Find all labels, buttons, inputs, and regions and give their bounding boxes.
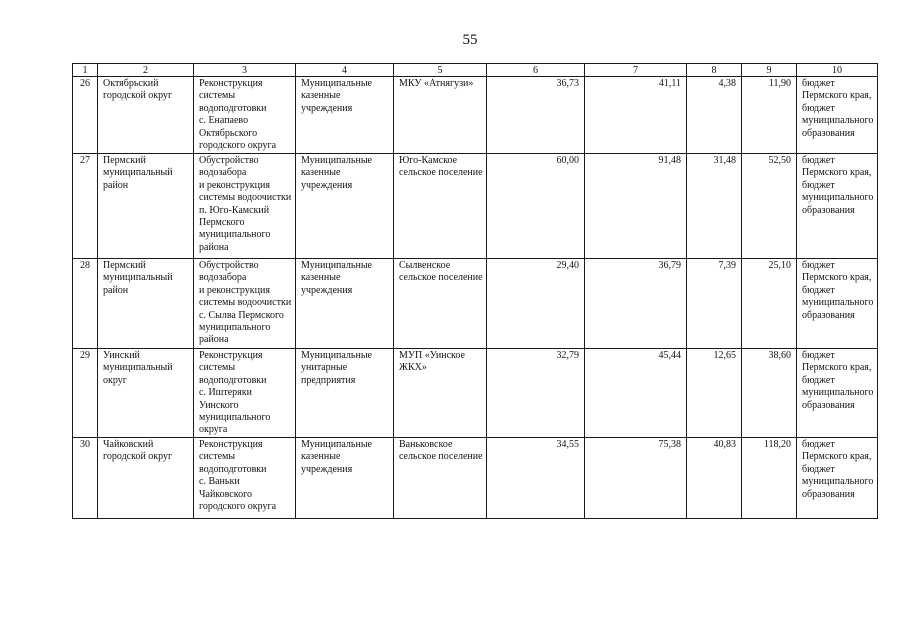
cell-line: образования (802, 204, 855, 216)
cell-line: Реконструкция (199, 350, 263, 361)
cell-line: 29 (80, 350, 90, 361)
cell-line: Пермский (103, 260, 146, 271)
cell-line: муниципального (802, 387, 874, 399)
cell-line: образования (802, 309, 855, 321)
cell-value-column-9 (742, 349, 797, 438)
cell-organization-form (296, 438, 394, 519)
cell-operator (394, 154, 487, 259)
cell-row-number (73, 438, 98, 519)
cell-object (194, 154, 296, 259)
cell-territory (98, 259, 194, 349)
cell-line: 30 (80, 439, 90, 450)
table-row (73, 77, 878, 154)
cell-line: бюджет (802, 179, 835, 191)
cell-line: Муниципальные (301, 350, 372, 361)
cell-line: системы водоочистки (199, 297, 292, 309)
cell-line: водоподготовки (199, 102, 267, 114)
header-cell-5: 5 (394, 64, 487, 77)
cell-line: образования (802, 488, 855, 500)
cell-value-column-7 (585, 77, 687, 154)
cell-organization-form (296, 349, 394, 438)
header-cell-4: 4 (296, 64, 394, 77)
cell-line: Юго-Камское (399, 155, 458, 166)
cell-line: муниципальный (103, 167, 173, 179)
cell-line: 7,39 (718, 260, 736, 271)
cell-line: водоподготовки (199, 374, 267, 386)
cell-line: Обустройство (199, 155, 259, 166)
cell-value-column-6 (487, 349, 585, 438)
cell-line: и реконструкция (199, 179, 270, 191)
cell-line: 11,90 (768, 78, 791, 89)
cell-territory (98, 438, 194, 519)
cell-line: учреждения (301, 179, 353, 191)
cell-value-column-7 (585, 438, 687, 519)
header-cell-1: 1 (73, 64, 98, 77)
cell-value-column-8 (687, 259, 742, 349)
cell-line: 45,44 (658, 350, 681, 361)
cell-funding-source (797, 77, 878, 154)
cell-line: унитарные (301, 362, 348, 374)
cell-territory (98, 77, 194, 154)
cell-value-column-8 (687, 154, 742, 259)
cell-line: 29,40 (556, 260, 579, 271)
cell-line: 36,73 (556, 78, 579, 89)
cell-line: 25,10 (768, 260, 791, 271)
cell-line: муниципального (199, 412, 271, 424)
cell-line: городского округа (199, 501, 277, 513)
cell-line: Муниципальные (301, 78, 372, 89)
cell-organization-form (296, 77, 394, 154)
cell-organization-form (296, 154, 394, 259)
cell-value-column-8 (687, 349, 742, 438)
cell-line: бюджет (802, 350, 835, 361)
cell-line: Реконструкция (199, 439, 263, 450)
cell-line: Муниципальные (301, 439, 372, 450)
cell-line: Уинского (199, 399, 239, 411)
cell-line: 4,38 (718, 78, 736, 89)
cell-line: 28 (80, 260, 90, 271)
cell-line: 12,65 (713, 350, 736, 361)
cell-line: муниципального (802, 115, 874, 127)
cell-object (194, 259, 296, 349)
cell-line: казенные (301, 90, 341, 102)
cell-line: учреждения (301, 102, 353, 114)
cell-line: Чайковский (103, 439, 154, 450)
cell-value-column-9 (742, 77, 797, 154)
cell-line: Уинский (103, 350, 140, 361)
cell-line: и реконструкция (199, 284, 270, 296)
cell-funding-source (797, 154, 878, 259)
cell-line: район (103, 179, 129, 191)
cell-line: учреждения (301, 463, 353, 475)
cell-line: системы водоочистки (199, 192, 292, 204)
cell-line: 118,20 (763, 439, 791, 450)
cell-line: казенные (301, 167, 341, 179)
table-row (73, 154, 878, 259)
cell-value-column-6 (487, 438, 585, 519)
header-cell-2: 2 (98, 64, 194, 77)
cell-line: 75,38 (658, 439, 681, 450)
cell-line: системы (199, 362, 236, 374)
cell-line: Пермский (103, 155, 146, 166)
cell-line: городской округ (103, 90, 173, 102)
cell-line: 32,79 (556, 350, 579, 361)
cell-row-number (73, 77, 98, 154)
cell-line: образования (802, 399, 855, 411)
cell-line: казенные (301, 451, 341, 463)
cell-line: 26 (80, 78, 90, 89)
cell-value-column-6 (487, 259, 585, 349)
cell-line: муниципального (802, 476, 874, 488)
header-cell-6: 6 (487, 64, 585, 77)
cell-line: бюджет (802, 260, 835, 271)
cell-row-number (73, 349, 98, 438)
cell-line: с. Ваньки (199, 476, 240, 488)
cell-value-column-8 (687, 77, 742, 154)
cell-line: городского округа (199, 140, 277, 152)
cell-line: Муниципальные (301, 155, 372, 166)
cell-line: системы (199, 90, 236, 102)
header-cell-3: 3 (194, 64, 296, 77)
cell-line: Пермского (199, 217, 245, 229)
cell-line: городской округ (103, 451, 173, 463)
cell-line: Муниципальные (301, 260, 372, 271)
cell-line: Обустройство (199, 260, 259, 271)
cell-line: муниципального (199, 229, 271, 241)
table-row (73, 438, 878, 519)
cell-line: Ваньковское (399, 439, 453, 450)
cell-line: 52,50 (768, 155, 791, 166)
cell-line: Пермского края, (802, 362, 872, 374)
cell-object (194, 438, 296, 519)
cell-line: муниципальный (103, 362, 173, 374)
cell-line: 27 (80, 155, 90, 166)
page-number: 55 (462, 32, 478, 48)
cell-line: с. Енапаево (199, 115, 249, 127)
cell-organization-form (296, 259, 394, 349)
cell-line: Пермского края, (802, 451, 872, 463)
cell-value-column-9 (742, 154, 797, 259)
cell-line: бюджет (802, 463, 835, 475)
cell-operator (394, 349, 487, 438)
cell-line: муниципального (802, 297, 874, 309)
table-row (73, 259, 878, 349)
cell-line: бюджет (802, 374, 835, 386)
cell-line: Пермского края, (802, 272, 872, 284)
cell-line: с. Иштеряки (199, 387, 252, 399)
header-cell-8: 8 (687, 64, 742, 77)
cell-line: сельское поселение (399, 167, 483, 179)
cell-line: бюджет (802, 102, 835, 114)
cell-line: муниципального (802, 192, 874, 204)
cell-line: Октябрьский (103, 78, 159, 89)
cell-line: учреждения (301, 284, 353, 296)
cell-value-column-8 (687, 438, 742, 519)
cell-line: бюджет (802, 284, 835, 296)
cell-funding-source (797, 349, 878, 438)
cell-line: сельское поселение (399, 272, 483, 284)
cell-line: водозабора (199, 167, 247, 179)
cell-row-number (73, 154, 98, 259)
cell-value-column-7 (585, 154, 687, 259)
cell-operator (394, 77, 487, 154)
cell-value-column-9 (742, 259, 797, 349)
cell-line: округа (199, 424, 228, 436)
cell-territory (98, 154, 194, 259)
cell-value-column-6 (487, 154, 585, 259)
table-row (73, 349, 878, 438)
cell-line: предприятия (301, 374, 356, 386)
cell-line: 38,60 (768, 350, 791, 361)
cell-line: Пермского края, (802, 90, 872, 102)
cell-object (194, 349, 296, 438)
cell-line: водозабора (199, 272, 247, 284)
cell-line: сельское поселение (399, 451, 483, 463)
cell-operator (394, 438, 487, 519)
cell-line: района (199, 334, 229, 346)
cell-funding-source (797, 259, 878, 349)
data-table (72, 63, 878, 519)
cell-row-number (73, 259, 98, 349)
cell-line: казенные (301, 272, 341, 284)
cell-line: 41,11 (658, 78, 681, 89)
cell-line: водоподготовки (199, 463, 267, 475)
cell-line: Пермского края, (802, 167, 872, 179)
cell-operator (394, 259, 487, 349)
cell-line: Реконструкция (199, 78, 263, 89)
cell-territory (98, 349, 194, 438)
cell-line: район (103, 284, 129, 296)
header-cell-10: 10 (797, 64, 878, 77)
cell-line: Чайковского (199, 488, 252, 500)
cell-line: муниципального (199, 322, 271, 334)
cell-line: МКУ «Атнягузи» (399, 78, 474, 89)
header-cell-7: 7 (585, 64, 687, 77)
cell-line: 91,48 (658, 155, 681, 166)
cell-line: муниципальный (103, 272, 173, 284)
cell-line: МУП «Уинское (399, 350, 465, 361)
cell-line: ЖКХ» (399, 362, 427, 374)
cell-line: 36,79 (658, 260, 681, 271)
cell-value-column-7 (585, 349, 687, 438)
cell-line: округ (103, 374, 127, 386)
cell-line: бюджет (802, 439, 835, 450)
cell-line: образования (802, 127, 855, 139)
header-row (73, 64, 878, 77)
cell-line: 40,83 (713, 439, 736, 450)
cell-line: с. Сылва Пермского (199, 309, 284, 321)
cell-value-column-6 (487, 77, 585, 154)
cell-line: п. Юго-Камский (199, 204, 270, 216)
cell-value-column-7 (585, 259, 687, 349)
cell-line: Сылвенское (399, 260, 451, 271)
cell-object (194, 77, 296, 154)
table-body (73, 77, 878, 519)
cell-line: 60,00 (556, 155, 579, 166)
cell-line: района (199, 241, 229, 253)
cell-line: Октябрьского (199, 127, 258, 139)
cell-line: бюджет (802, 78, 835, 89)
cell-line: системы (199, 451, 236, 463)
cell-line: бюджет (802, 155, 835, 166)
cell-value-column-9 (742, 438, 797, 519)
header-cell-9: 9 (742, 64, 797, 77)
cell-line: 31,48 (713, 155, 736, 166)
cell-funding-source (797, 438, 878, 519)
cell-line: 34,55 (556, 439, 579, 450)
